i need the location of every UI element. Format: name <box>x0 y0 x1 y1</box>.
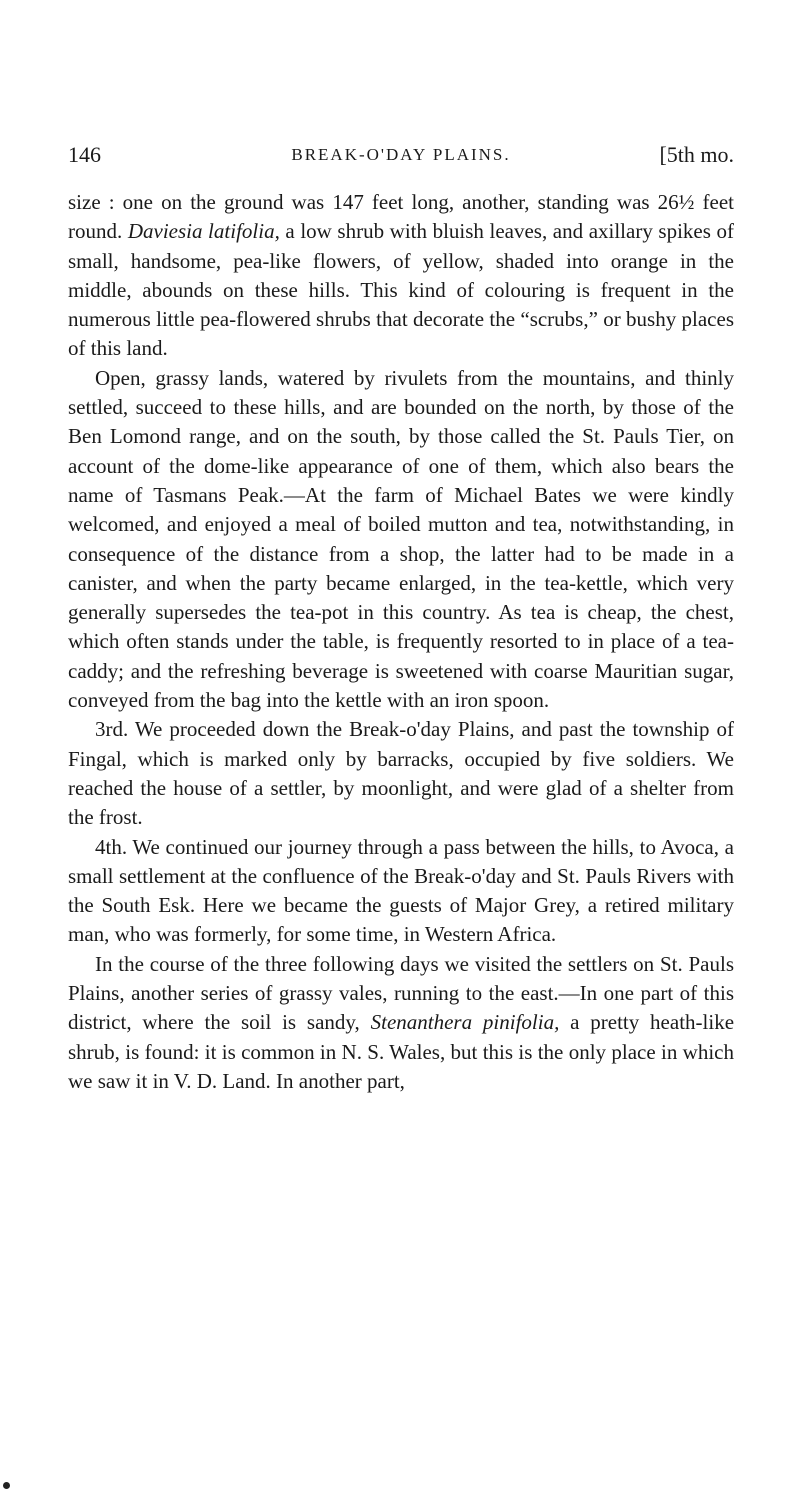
species-name: Stenanthera pinifolia, <box>370 1010 560 1035</box>
ink-speck <box>3 1482 10 1489</box>
paragraph-text: size : one on the ground was 147 feet long, another, standing was 26½ feet round. <box>68 190 734 244</box>
paragraph-2 <box>68 364 734 716</box>
paragraph-5 <box>68 950 734 1096</box>
paragraph-text: a low shrub with bluish leaves, and axillary spikes of small, handsome, pea-like flowers, of yellow, shaded into orange in the middle, abounds on these hills. This kind of colouring is frequent in the numerous little pea-flowered shrubs that decorate the “scrubs,” or bushy places of this land. <box>68 219 734 361</box>
paragraph-4 <box>68 833 734 950</box>
page-number: 146 <box>68 142 101 167</box>
month-marker: [5th mo. <box>659 142 734 167</box>
running-title: BREAK-O'DAY PLAINS. <box>291 145 511 164</box>
species-name: Daviesia latifolia, <box>127 219 280 244</box>
page-header <box>68 142 734 172</box>
paragraph-3 <box>68 715 734 832</box>
paragraph-text: In the course of the three following days we visited the settlers on St. Pauls Plains, another series of grassy vales, running to the east.—In one part of this district, where the soil is sandy, <box>68 951 734 1035</box>
paragraph-text: a pretty heath-like shrub, is found: it is common in N. S. Wales, but this is the only place in which we saw it in V. D. Land. In another part, <box>68 1010 735 1093</box>
paragraph-text: Open, grassy lands, watered by rivulets from the mountains, and thinly settled, succeed to these hills, and are bounded on the north, by those of the Ben Lomond range, and on the south, by those called the St. Pauls Tier, on account of the dome-like appearance of one of them, which also bears the name of Tasmans Peak.—At the farm of Michael Bates we were kindly welcomed, and enjoyed a meal of boiled mutton and tea, notwithstanding, in consequence of the distance from a shop, the latter had to be made in a canister, and when the party became enlarged, in the tea-kettle, which very generally supersedes the tea-pot in this country. As tea is cheap, the chest, which often stands under the table, is frequently resorted to in place of a tea-caddy; and the refreshing beverage is sweetened with coarse Mauritian sugar, conveyed from the bag into the kettle with an iron spoon. <box>68 365 734 713</box>
paragraph-text: 4th. We continued our journey through a pass between the hills, to Avoca, a small settlement at the confluence of the Break-o'day and St. Pauls Rivers with the South Esk. Here we became the guests of Major Grey, a retired military man, who was formerly, for some time, in Western Africa. <box>68 834 734 947</box>
paragraph-1 <box>68 188 734 364</box>
paragraph-text: 3rd. We proceeded down the Break-o'day Plains, and past the township of Fingal, which is marked only by barracks, occupied by five soldiers. We reached the house of a settler, by moonlight, and were glad of a shelter from the frost. <box>68 717 734 830</box>
body-text <box>68 188 734 1096</box>
